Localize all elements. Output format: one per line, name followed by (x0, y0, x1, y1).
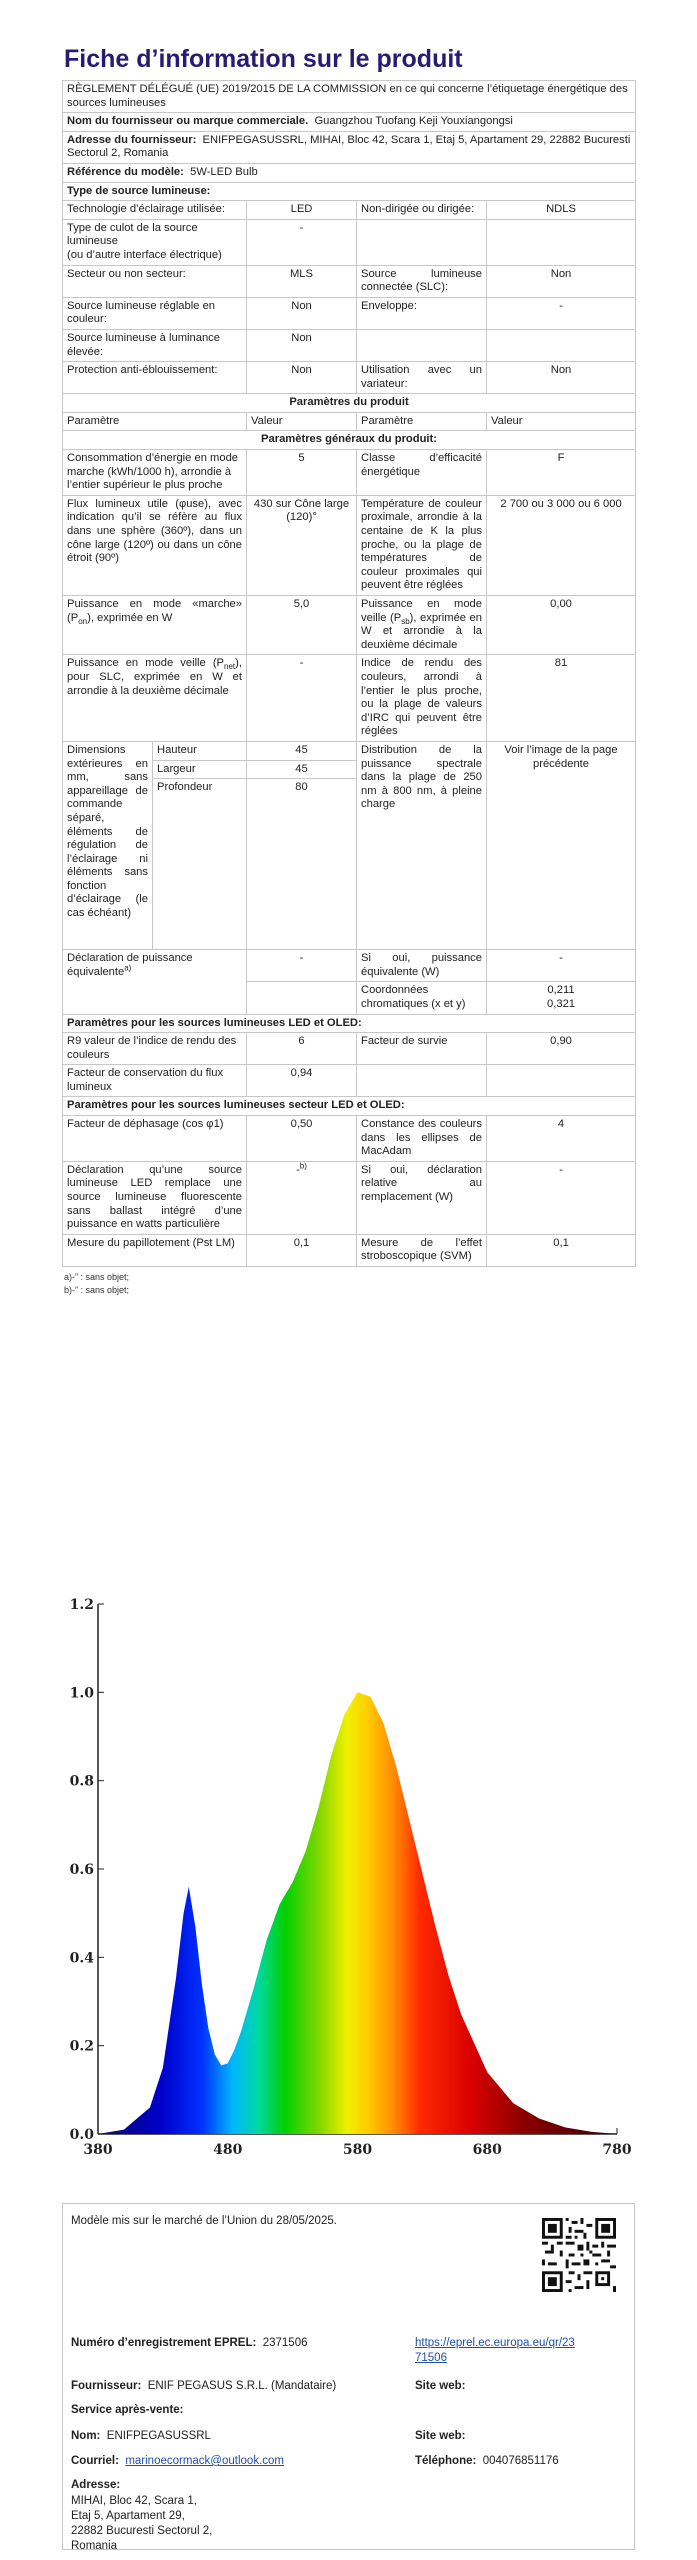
supplier-label: Fournisseur: (71, 2380, 142, 2392)
param-col-header: Paramètre (357, 412, 487, 431)
spectrum-svg (62, 1596, 635, 2181)
eprel-link[interactable] (415, 2336, 575, 2366)
standby-label-end: ), exprimée en W et arrondie à la deuxième décimale (361, 611, 482, 651)
source-type-header: Type de source lumineuse: (63, 182, 636, 201)
chroma-y-value: 0,321 (547, 997, 576, 1010)
fiche-table (62, 80, 636, 1267)
cap-label-note: (ou d’autre interface électrique) (67, 248, 222, 261)
qr-code-icon[interactable] (542, 2218, 616, 2292)
eprel-link-line-2: 71506 (415, 2352, 447, 2364)
name-value: ENIFPEGASUSSRL (106, 2430, 211, 2442)
table-row (63, 362, 636, 394)
y-tick-label: 1.2 (69, 1597, 94, 1613)
glare-value: Non (247, 362, 357, 394)
connected-label: Source lumineuse connectée (SLC): (357, 265, 487, 297)
regulation-row (63, 81, 636, 113)
supplier-value: ENIF PEGASUS S.R.L. (Mandataire) (147, 2380, 337, 2392)
marks-group (98, 1692, 617, 2134)
model-row (63, 163, 636, 182)
maintenance-value: 0,94 (247, 1065, 357, 1097)
address-line: MIHAI, Bloc 42, Scara 1, (71, 2495, 197, 2507)
spd-value: Voir l’image de la page précédente (487, 741, 636, 949)
high-luminance-label: Source lumineuse à luminance élevée: (63, 329, 247, 361)
address-label: Adresse: (71, 2479, 121, 2491)
y-tick-label: 1.0 (69, 1685, 94, 1702)
value-col-header: Valeur (247, 412, 357, 431)
net-standby-subscript: net (224, 662, 236, 672)
mains-value: MLS (247, 265, 357, 297)
address-line: 22882 Bucuresti Sectorul 2, (71, 2525, 213, 2537)
address-row (63, 131, 636, 163)
model-label: Référence du modèle: (67, 165, 184, 178)
depth-label: Profondeur (153, 779, 247, 950)
email-link[interactable]: marinoecormack@outlook.com (125, 2455, 284, 2467)
led-header: Paramètres pour les sources lumineuses LED et OLED: (63, 1014, 636, 1033)
net-standby-value: - (247, 655, 357, 742)
after-sales-label: Service après-vente: (71, 2404, 184, 2416)
height-value: 45 (247, 741, 357, 760)
power-factor-value: 0,50 (247, 1116, 357, 1162)
source-type-header-row (63, 182, 636, 201)
equivalent-footnote-mark: a) (124, 962, 132, 972)
power-factor-label: Facteur de déphasage (cos φ1) (63, 1116, 247, 1162)
flicker-value: 0,1 (247, 1234, 357, 1266)
supplier-value: Guangzhou Tuofang Keji Youxiangongsi (314, 115, 513, 128)
table-row (63, 1116, 636, 1162)
flux-value: 430 sur Cône large (120)° (247, 495, 357, 595)
param-col-header: Paramètre (63, 412, 247, 431)
y-tick-label: 0.0 (69, 2127, 94, 2143)
address-block (71, 2494, 212, 2554)
address-line: Etaj 5, Apartament 29, (71, 2510, 185, 2522)
table-row (63, 950, 636, 982)
replacement-w-value: - (487, 1161, 636, 1234)
supplier-label: Nom du fournisseur ou marque commerciale. (67, 115, 309, 128)
phone-value: 004076851176 (482, 2455, 559, 2467)
standby-subscript: sb (401, 616, 410, 626)
eprel-link-line-1: https://eprel.ec.europa.eu/qr/23 (415, 2337, 575, 2349)
name-label: Nom: (71, 2430, 101, 2442)
spd-label: Distribution de la puissance spectrale dans la plage de 250 nm à 800 nm, à pleine charge (357, 741, 487, 949)
chroma-x-value: 0,211 (547, 984, 575, 997)
table-row (63, 201, 636, 220)
replacement-value: - (296, 1163, 300, 1176)
tech-value: LED (247, 201, 357, 220)
y-tick-label: 0.4 (69, 1950, 94, 1967)
table-row (63, 1161, 636, 1234)
x-tick-label: 480 (213, 2142, 243, 2158)
cap-label: Type de culot de la source lumineuse (67, 221, 198, 248)
dimensions-label: Dimensions extérieures en mm, sans appareillage de commande séparé, éléments de régulation de l’éclairage ni éléments sans fonction d’éclairage (le cas échéant) (63, 741, 153, 949)
cri-label: Indice de rendu des couleurs, arrondi à l’entier le plus proche, ou la plage de valeurs d’IRC qui peuvent être réglées (357, 655, 487, 742)
table-row (63, 1065, 636, 1097)
value-col-header: Valeur (487, 412, 636, 431)
standby-value: 0,00 (487, 596, 636, 655)
table-row (63, 265, 636, 297)
table-row (63, 741, 636, 760)
regulation-text: RÈGLEMENT DÉLÉGUÉ (UE) 2019/2015 DE LA COMMISSION en ce qui concerne l’étiquetage énergétique des sources lumineuses (63, 81, 636, 113)
on-power-subscript: on (78, 616, 88, 626)
eprel-number-label: Numéro d’enregistrement EPREL: (71, 2337, 257, 2349)
flicker-label: Mesure du papillotement (Pst LM) (63, 1234, 247, 1266)
model-value: 5W-LED Bulb (190, 165, 258, 178)
product-information-sheet (62, 40, 635, 1297)
params-header: Paramètres du produit (63, 394, 636, 413)
width-value: 45 (247, 760, 357, 779)
replacement-w-label: Si oui, déclaration relative au remplacement (W) (357, 1161, 487, 1234)
connected-value: Non (487, 265, 636, 297)
spectrum-area (98, 1692, 617, 2134)
on-power-value: 5,0 (247, 596, 357, 655)
table-row (63, 1234, 636, 1266)
page-title: Fiche d’information sur le produit (64, 45, 463, 73)
general-header-row (63, 431, 636, 450)
nondir-value: NDLS (487, 201, 636, 220)
website-label: Site web: (415, 2430, 466, 2442)
footnote-b: b)-” : sans objet; (64, 1285, 130, 1295)
svm-value: 0,1 (487, 1234, 636, 1266)
replacement-label: Déclaration qu’une source lumineuse LED remplace une source lumineuse fluorescente sans ballast intégré d’une puissance en watts particulière (63, 1161, 247, 1234)
cap-value: - (247, 219, 357, 265)
x-tick-label: 780 (602, 2142, 632, 2158)
mains-label: Secteur ou non secteur: (63, 265, 247, 297)
macadam-value: 4 (487, 1116, 636, 1162)
chroma-label: Coordonnées chromatiques (x et y) (357, 982, 487, 1014)
table-row (63, 495, 636, 595)
mains-header-row (63, 1097, 636, 1116)
footnotes (64, 1271, 635, 1297)
height-label: Hauteur (153, 741, 247, 760)
mains-header: Paramètres pour les sources lumineuses secteur LED et OLED: (63, 1097, 636, 1116)
tunable-value: Non (247, 297, 357, 329)
survival-label: Facteur de survie (357, 1033, 487, 1065)
width-label: Largeur (153, 760, 247, 779)
r9-label: R9 valeur de l’indice de rendu des couleurs (63, 1033, 247, 1065)
equivalent-w-label: Si oui, puissance équivalente (W) (357, 950, 487, 982)
equivalent-value: - (247, 950, 357, 982)
email-label: Courriel: (71, 2455, 119, 2467)
table-row (63, 596, 636, 655)
on-power-label: Puissance en mode «marche» (P (67, 598, 242, 624)
address-label: Adresse du fournisseur: (67, 133, 197, 146)
consumption-value: 5 (247, 450, 357, 496)
survival-value: 0,90 (487, 1033, 636, 1065)
y-tick-label: 0.8 (69, 1773, 94, 1790)
table-row (63, 329, 636, 361)
supplier-row (63, 113, 636, 132)
net-standby-label-end: ), pour SLC, exprimée en W et arrondie à la deuxième décimale (67, 657, 242, 697)
glare-label: Protection anti-éblouissement: (63, 362, 247, 394)
table-row (63, 450, 636, 496)
address-line: Romania (71, 2540, 118, 2552)
replacement-footnote-mark: b) (299, 1161, 307, 1171)
standby-label: Puissance en mode veille (P (361, 598, 482, 624)
equivalent-label: Déclaration de puissance équivalente (67, 952, 193, 978)
footnote-a: a)-” : sans objet; (64, 1272, 130, 1282)
y-tick-label: 0.6 (69, 1862, 94, 1878)
spectral-distribution-chart (62, 1596, 635, 2181)
column-header-row (63, 412, 636, 431)
eprel-number-value: 2371506 (262, 2337, 308, 2349)
macadam-label: Constance des couleurs dans les ellipses de MacAdam (357, 1116, 487, 1162)
table-row (63, 297, 636, 329)
depth-value: 80 (247, 779, 357, 950)
table-row (63, 219, 636, 265)
x-tick-label: 680 (472, 2142, 502, 2158)
params-header-row (63, 394, 636, 413)
phone-label: Téléphone: (415, 2455, 477, 2467)
led-header-row (63, 1014, 636, 1033)
on-power-label-end: ), exprimée en W (87, 611, 173, 624)
cct-label: Température de couleur proximale, arrondie à la centaine de K la plus proche, ou la plage de températures de couleur proximales qui peuvent être réglées (357, 495, 487, 595)
r9-value: 6 (247, 1033, 357, 1065)
envelope-value: - (487, 297, 636, 329)
maintenance-label: Facteur de conservation du flux lumineux (63, 1065, 247, 1097)
table-row (63, 1033, 636, 1065)
market-text: Modèle mis sur le marché de l’Union du 28/05/2025. (71, 2215, 337, 2227)
general-header: Paramètres généraux du produit: (63, 431, 636, 450)
tech-label: Technologie d’éclairage utilisée: (63, 201, 247, 220)
y-tick-label: 0.2 (69, 2038, 94, 2055)
envelope-label: Enveloppe: (357, 297, 487, 329)
address-value: ENIFPEGASUSSRL, MIHAI, Bloc 42, Scara 1, Etaj 5, Apartament 29, 22882 Bucuresti Sectorul 2, Romania (67, 133, 631, 160)
high-luminance-value: Non (247, 329, 357, 361)
class-label: Classe d’efficacité énergétique (357, 450, 487, 496)
nondir-label: Non-dirigée ou dirigée: (357, 201, 487, 220)
x-tick-label: 580 (342, 2142, 373, 2158)
eprel-section (62, 2203, 635, 2550)
equivalent-w-value: - (487, 950, 636, 982)
table-row (63, 655, 636, 742)
cct-value: 2 700 ou 3 000 ou 6 000 (487, 495, 636, 595)
net-standby-label: Puissance en mode veille (P (67, 657, 225, 670)
cri-value: 81 (487, 655, 636, 742)
dimmer-label: Utilisation avec un variateur: (357, 362, 487, 394)
website-label: Site web: (415, 2380, 466, 2392)
class-value: F (487, 450, 636, 496)
svm-label: Mesure de l’effet stroboscopique (SVM) (357, 1234, 487, 1266)
dimmer-value: Non (487, 362, 636, 394)
flux-label: Flux lumineux utile (φuse), avec indication qu’il se réfère au flux dans une sphère (360º), dans un cône large (120º) ou dans un cône étroit (90º) (63, 495, 247, 595)
consumption-label: Consommation d’énergie en mode marche (kWh/1000 h), arrondie à l’entier supérieur le plus proche (63, 450, 247, 496)
x-tick-label: 380 (83, 2142, 113, 2158)
tunable-label: Source lumineuse réglable en couleur: (63, 297, 247, 329)
qr-code-graphic (542, 2218, 616, 2292)
